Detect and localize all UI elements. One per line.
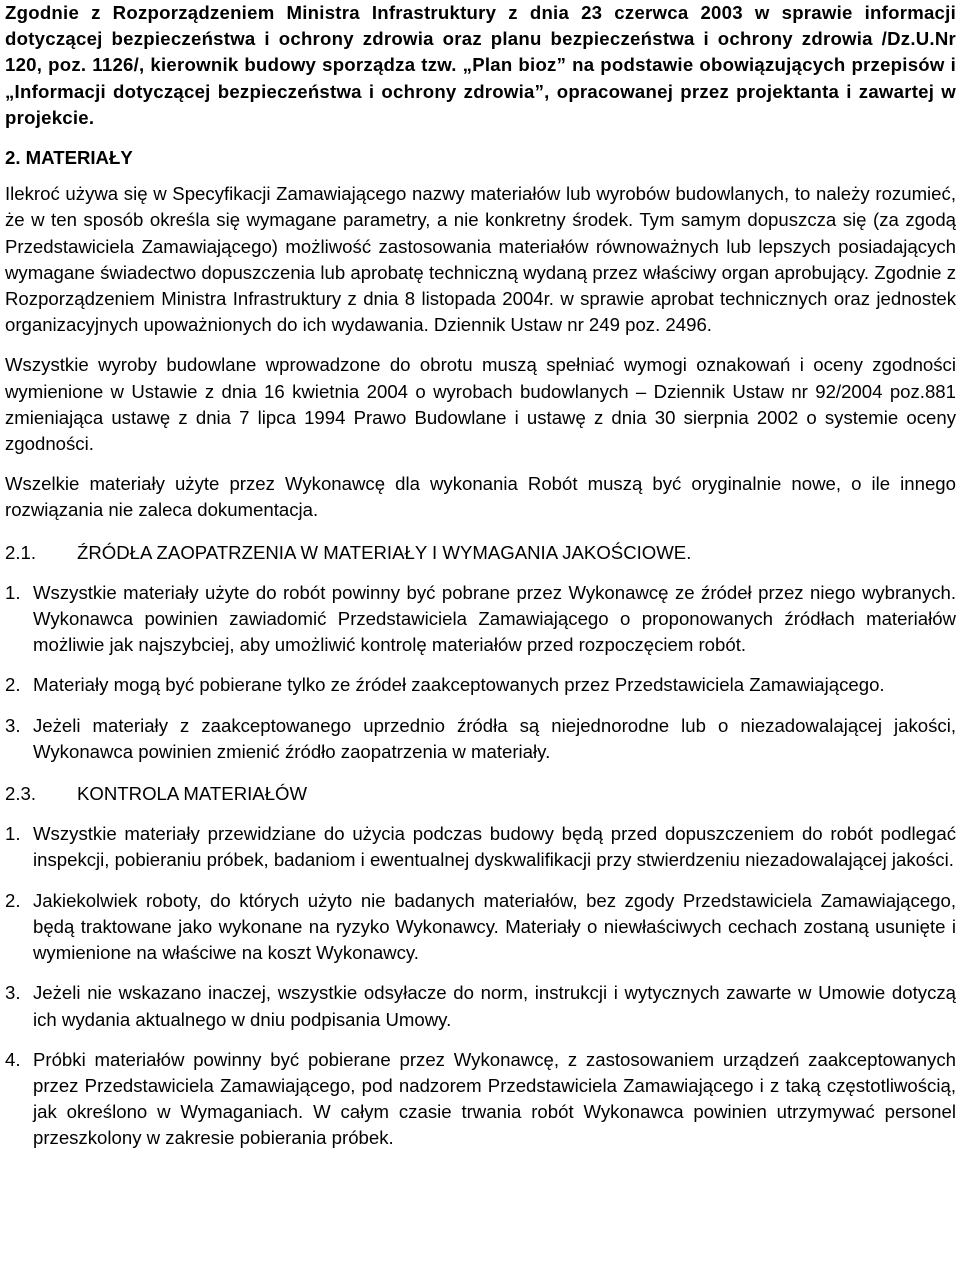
list-item-text: Jakiekolwiek roboty, do których użyto nie badanych materiałów, bez zgody Przedstawiciela Zamawiającego, będą traktowane jako wykonane na ryzyko Wykonawcy. Materiały o niewłaściwych cechach zostaną usunięte i wymienione na właściwe na koszt Wykonawcy.: [33, 889, 956, 964]
list-item-text: Jeżeli materiały z zaakceptowanego uprzednio źródła są niejednorodne lub o niezadowalającej jakości, Wykonawca powinien zmienić źródło zaopatrzenia w materiały.: [33, 714, 956, 762]
list-item-text: Próbki materiałów powinny być pobierane przez Wykonawcę, z zastosowaniem urządzeń zaakceptowanych przez Przedstawiciela Zamawiającego, pod nadzorem Przedstawiciela Zamawiającego i z taką częstotliwością, jak określono w Wymaganiach. W całym czasie trwania robót Wykonawca powinien utrzymywać personel przeszkolony w zakresie pobierania próbek.: [33, 1048, 956, 1149]
materials-paragraph-2: Wszystkie wyroby budowlane wprowadzone do obrotu muszą spełniać wymogi oznakowań i oceny zgodności wymienione w Ustawie z dnia 16 kwietnia 2004 o wyrobach budowlanych – Dziennik Ustaw nr 92/2004 poz.881 zmieniająca ustawę z dnia 7 lipca 1994 Prawo Budowlane i ustawę z dnia 30 sierpnia 2002 o systemie oceny zgodności.: [5, 354, 956, 455]
list-item-number: 2.: [5, 674, 21, 696]
list-item: [5, 888, 956, 967]
materials-paragraph-1: Ilekroć używa się w Specyfikacji Zamawiającego nazwy materiałów lub wyrobów budowlanych, to należy rozumieć, że w ten sposób określa się wymagane parametry, a nie konkretny środek. Tym samym dopuszcza się (za zgodą Przedstawiciela Zamawiającego) możliwość zastosowania materiałów równoważnych lub lepszych posiadających wymagane świadectwo dopuszczenia lub aprobatę techniczną wydaną przez właściwy organ aprobujący. Zgodnie z Rozporządzeniem Ministra Infrastruktury z dnia 8 listopada 2004r. w sprawie aprobat technicznych oraz jednostek organizacyjnych upoważnionych do ich wydawania. Dziennik Ustaw nr 249 poz. 2496.: [5, 183, 956, 336]
list-item-text: Materiały mogą być pobierane tylko ze źródeł zaakceptowanych przez Przedstawiciela Zamawiającego.: [33, 674, 885, 696]
section-2-3-heading: [5, 781, 956, 807]
list-item-number: 3.: [5, 982, 21, 1004]
section-2-1-number: 2.1.: [5, 541, 37, 563]
list-item-number: 3.: [5, 714, 21, 736]
list-item: [5, 672, 956, 698]
materials-paragraph-3: Wszelkie materiały użyte przez Wykonawcę dla wykonania Robót muszą być oryginalnie nowe, o ile innego rozwiązania nie zaleca dokumentacja.: [5, 473, 956, 521]
list-item: [5, 713, 956, 765]
list-item-number: 1.: [5, 823, 21, 845]
list-item-text: Wszystkie materiały przewidziane do użycia podczas budowy będą przed dopuszczeniem do robót podlegać inspekcji, pobieraniu próbek, badaniom i ewentualnej dyskwalifikacji przy stwierdzeniu niezadowalającej jakości.: [33, 823, 956, 871]
section-2-1-heading: [5, 540, 956, 566]
list-item: [5, 1047, 956, 1152]
list-item-number: 2.: [5, 889, 21, 911]
list-item-number: 1.: [5, 581, 21, 603]
list-item-text: Jeżeli nie wskazano inaczej, wszystkie odsyłacze do norm, instrukcji i wytycznych zawarte w Umowie dotyczą ich wydania aktualnego w dniu podpisania Umowy.: [33, 982, 956, 1030]
section-2-3-number: 2.3.: [5, 783, 37, 805]
section-2-3-title: KONTROLA MATERIAŁÓW: [77, 783, 308, 805]
list-item-number: 4.: [5, 1048, 21, 1070]
list-item-text: Wszystkie materiały użyte do robót powinny być pobrane przez Wykonawcę ze źródeł przez niego wybranych. Wykonawca powinien zawiadomić Przedstawiciela Zamawiającego o proponowanych źródłach materiałów możliwie jak najszybciej, aby umożliwić kontrolę materiałów przed rozpoczęciem robót.: [33, 581, 956, 656]
list-item: [5, 821, 956, 873]
section-2-1-title: ŹRÓDŁA ZAOPATRZENIA W MATERIAŁY I WYMAGANIA JAKOŚCIOWE.: [77, 541, 692, 563]
list-item: [5, 980, 956, 1032]
list-item: [5, 580, 956, 659]
section-2-heading: 2. MATERIAŁY: [5, 147, 133, 169]
intro-paragraph: Zgodnie z Rozporządzeniem Ministra Infrastruktury z dnia 23 czerwca 2003 w sprawie informacji dotyczącej bezpieczeństwa i ochrony zdrowia oraz planu bezpieczeństwa i ochrony zdrowia /Dz.U.Nr 120, poz. 1126/, kierownik budowy sporządza tzw. „Plan bioz” na podstawie obowiązujących przepisów i „Informacji dotyczącej bezpieczeństwa i ochrony zdrowia”, opracowanej przez projektanta i zawartej w projekcie.: [5, 2, 956, 128]
